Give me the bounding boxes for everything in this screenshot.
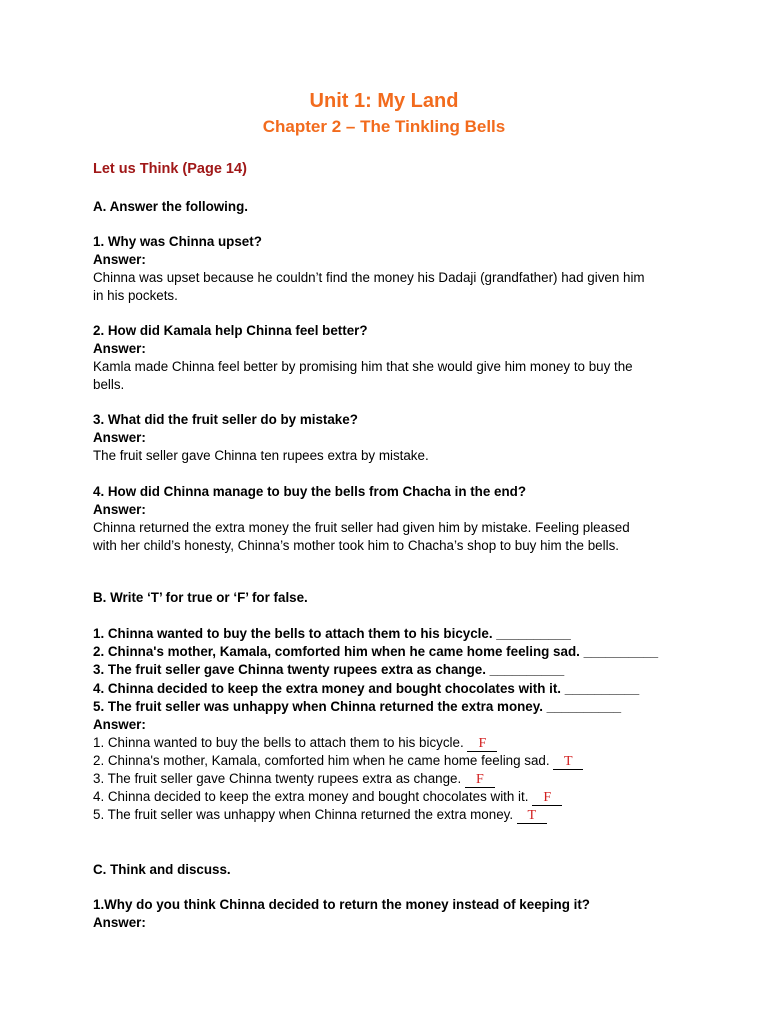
question-c1: 1.Why do you think Chinna decided to return the money instead of keeping it? (93, 897, 590, 912)
statement-3 (93, 661, 564, 679)
answer-blank: __________ (583, 644, 659, 659)
answer-blank: __________ (546, 699, 622, 714)
answer-a1-line2: in his pockets. (93, 288, 178, 303)
answer-row-1 (93, 734, 497, 752)
part-b-heading: B. Write ‘T’ for true or ‘F’ for false. (93, 590, 308, 605)
question-a3: 3. What did the fruit seller do by mistake? (93, 412, 358, 427)
answer-mark: F (532, 791, 562, 806)
answer-a4-line1: Chinna returned the extra money the fruit seller had given him by mistake. Feeling pleased (93, 520, 630, 535)
chapter-title: Chapter 2 – The Tinkling Bells (262, 117, 506, 136)
statement-text: 3. The fruit seller gave Chinna twenty rupees extra as change. (93, 771, 462, 786)
answer-a3-line1: The fruit seller gave Chinna ten rupees extra by mistake. (93, 448, 429, 463)
answer-label: Answer: (93, 252, 146, 267)
question-a4: 4. How did Chinna manage to buy the bells from Chacha in the end? (93, 484, 527, 499)
answer-label: Answer: (93, 717, 146, 732)
answer-label: Answer: (93, 915, 146, 930)
statement-2 (93, 643, 658, 661)
answer-label: Answer: (93, 430, 146, 445)
answer-label: Answer: (93, 341, 146, 356)
answer-blank: __________ (496, 626, 571, 641)
answer-label: Answer: (93, 502, 146, 517)
answer-mark: T (517, 809, 547, 824)
statement-4 (93, 680, 639, 698)
answer-mark: T (553, 755, 583, 770)
answer-row-4 (93, 788, 562, 806)
answer-a2-line1: Kamla made Chinna feel better by promising him that she would give him money to buy the (93, 359, 633, 374)
statement-1 (93, 625, 571, 643)
answer-mark: F (467, 737, 497, 752)
statement-text: 2. Chinna's mother, Kamala, comforted him when he came home feeling sad. (93, 753, 550, 768)
statement-text: 4. Chinna decided to keep the extra money and bought chocolates with it. (93, 681, 561, 696)
part-a-heading: A. Answer the following. (93, 199, 248, 214)
answer-row-5 (93, 806, 547, 824)
statement-text: 5. The fruit seller was unhappy when Chinna returned the extra money. (93, 807, 514, 822)
answer-row-3 (93, 770, 495, 788)
statement-text: 3. The fruit seller gave Chinna twenty rupees extra as change. (93, 662, 486, 677)
answer-a4-line2: with her child’s honesty, Chinna’s mother took him to Chacha’s shop to buy him the bells. (93, 538, 619, 553)
statement-text: 4. Chinna decided to keep the extra money and bought chocolates with it. (93, 789, 529, 804)
question-a2: 2. How did Kamala help Chinna feel better? (93, 323, 368, 338)
part-c-heading: C. Think and discuss. (93, 862, 231, 877)
answer-blank: __________ (564, 681, 640, 696)
question-a1: 1. Why was Chinna upset? (93, 234, 262, 249)
unit-title: Unit 1: My Land (309, 90, 459, 112)
statement-text: 1. Chinna wanted to buy the bells to attach them to his bicycle. (93, 626, 493, 641)
answer-mark: F (465, 773, 495, 788)
statement-text: 5. The fruit seller was unhappy when Chinna returned the extra money. (93, 699, 543, 714)
statement-text: 2. Chinna's mother, Kamala, comforted him when he came home feeling sad. (93, 644, 580, 659)
answer-a2-line2: bells. (93, 377, 125, 392)
section-title: Let us Think (Page 14) (93, 161, 247, 177)
answer-blank: __________ (489, 662, 565, 677)
statement-5 (93, 698, 621, 716)
statement-text: 1. Chinna wanted to buy the bells to attach them to his bicycle. (93, 735, 464, 750)
answer-a1-line1: Chinna was upset because he couldn’t find the money his Dadaji (grandfather) had given him (93, 270, 645, 285)
answer-row-2 (93, 752, 583, 770)
